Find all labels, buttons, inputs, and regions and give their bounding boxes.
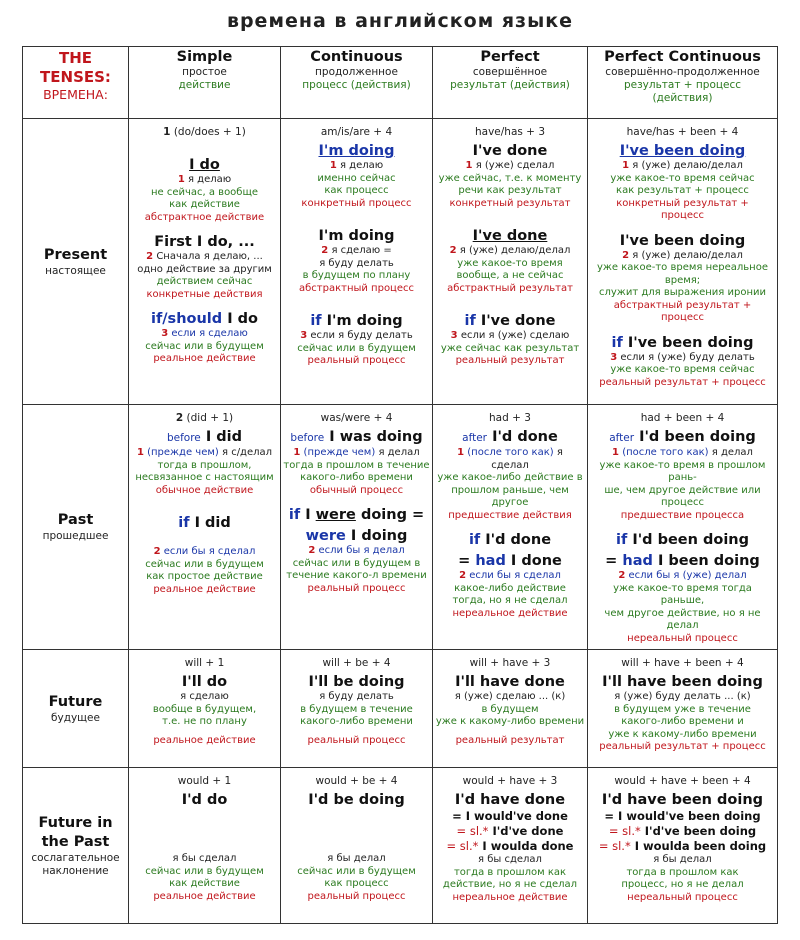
translation: я бы сделал	[478, 854, 542, 865]
tense-form: I'd be doing	[308, 792, 405, 808]
translation: я буду делать	[319, 691, 394, 702]
explanation: как простое действие	[146, 571, 263, 582]
corner-the: THE	[58, 49, 93, 67]
meaning: нереальный процесс	[627, 891, 738, 903]
tense-form: were I doing	[305, 528, 408, 544]
explanation: вообще в будущем,	[152, 703, 257, 715]
translation: сделал	[491, 459, 529, 471]
explanation: как результат + процесс	[616, 185, 749, 196]
row-present	[23, 119, 778, 405]
explanation: как действие	[169, 878, 240, 889]
column-note: действие	[178, 79, 231, 91]
tense-form: if I'd done	[468, 532, 552, 548]
meaning: реальный результат + процесс	[599, 376, 766, 388]
explanation: в будущем уже в течение	[614, 703, 751, 715]
column-note-2: (действия)	[652, 92, 713, 104]
explanation: тогда, но я не сделал	[452, 595, 568, 606]
meaning: абстрактный процесс	[298, 282, 415, 294]
page-title: времена в английском языке	[226, 10, 574, 32]
tenses-table	[22, 46, 778, 924]
explanation: в будущем по плану	[302, 270, 411, 281]
formula: 1 (do/does + 1)	[163, 126, 246, 138]
explanation: процесс, но я не делал	[621, 879, 744, 890]
column-ru: простое	[182, 66, 227, 78]
tense-form: I do	[189, 157, 220, 173]
explanation: уже к какому-либо времени	[435, 716, 585, 727]
translation: 2 если бы я делал	[308, 545, 405, 556]
formula: would + be + 4	[315, 775, 398, 787]
column-note: результат (действия)	[450, 79, 570, 91]
corner-vremena: ВРЕМЕНА:	[43, 87, 108, 102]
meaning: реальное действие	[153, 353, 256, 364]
meaning: реальное действие	[153, 583, 256, 595]
tense-form: I'm doing	[318, 228, 395, 244]
tense-form: I'll have been doing	[602, 674, 763, 690]
tense-form: if/should I do	[150, 311, 259, 327]
explanation: сейчас или в будущем	[297, 342, 416, 354]
tense-form: before I did	[166, 429, 243, 445]
tense-form: I'll be doing	[308, 674, 405, 690]
cell-future-past-perfect-continuous	[588, 768, 778, 924]
translation: 1 (прежде чем) я с/делал	[136, 447, 273, 458]
explanation: т.е. не по плану	[162, 716, 247, 727]
explanation: какого-либо времени	[300, 472, 413, 483]
meaning: конкретный процесс	[301, 197, 412, 209]
meaning: нереальное действие	[452, 891, 568, 903]
meaning: нереальный процесс	[627, 632, 738, 644]
tense-form: if I were doing =	[288, 507, 425, 523]
row-label-past	[23, 405, 129, 650]
tense-form: I've done	[472, 143, 548, 159]
explanation: действием сейчас	[156, 276, 253, 287]
formula: will + be + 4	[322, 657, 391, 669]
explanation: сейчас или в будущем	[145, 865, 264, 877]
corner-tenses: TENSES:	[40, 68, 111, 86]
meaning: процесс	[661, 210, 704, 221]
explanation: уже какое-либо действие в	[437, 472, 583, 483]
tense-form: I'm doing	[318, 143, 395, 159]
meaning: реальное действие	[153, 734, 256, 746]
explanation: сейчас или в будущем в	[292, 557, 421, 569]
cell-present-simple	[129, 119, 281, 405]
explanation: процесс	[661, 497, 704, 508]
row-name: Present	[43, 246, 108, 263]
cell-past-continuous	[281, 405, 433, 650]
tense-form: I'd have been doing	[601, 792, 764, 808]
row-name: Future	[48, 693, 103, 710]
tense-form: if I've done	[464, 313, 556, 329]
explanation: сейчас или в будущем	[297, 865, 416, 877]
row-future-in-the-past	[23, 768, 778, 924]
translation: 1 (после того как) я делал	[612, 447, 753, 458]
translation: 2 если бы я сделал	[459, 570, 561, 581]
explanation: как действие	[169, 199, 240, 210]
formula: would + 1	[177, 775, 232, 787]
short-form: = sl.* I'd've done	[456, 824, 564, 838]
meaning: реальный результат + процесс	[599, 741, 766, 752]
row-label-future-past	[23, 768, 129, 924]
translation: 3 если я буду делать	[300, 330, 413, 341]
cell-future-simple	[129, 650, 281, 768]
translation: я сделаю	[180, 691, 229, 702]
short-form: = I would've done	[452, 809, 568, 823]
translation: 2 я сделаю =	[321, 245, 392, 256]
explanation: как процесс	[324, 185, 389, 196]
translation: 1 (прежде чем) я делал	[293, 447, 420, 458]
meaning: конкретный результат +	[616, 197, 749, 209]
row-name: Future in	[38, 814, 113, 831]
corner-cell	[23, 47, 129, 119]
row-label-future	[23, 650, 129, 768]
explanation: тогда в прошлом,	[157, 459, 252, 471]
tense-form: I've been doing	[619, 143, 746, 159]
cell-future-past-simple	[129, 768, 281, 924]
explanation: уже какое-то время	[457, 257, 563, 269]
explanation: уже какое-то время в прошлом	[599, 459, 766, 471]
cell-past-perfect	[433, 405, 588, 650]
translation: 2 если бы я сделал	[153, 546, 256, 557]
translation: я (уже) буду делать ... (к)	[614, 691, 751, 702]
translation: 2 Сначала я делаю, ...	[146, 251, 263, 262]
formula: have/has + been + 4	[626, 126, 739, 138]
cell-present-perfect	[433, 119, 588, 405]
formula: had + 3	[489, 412, 531, 424]
meaning: нереальное действие	[452, 607, 568, 619]
short-form: = sl.* I woulda done	[446, 839, 574, 853]
meaning: обычное действие	[155, 484, 254, 496]
column-note: процесс (действия)	[302, 79, 411, 91]
translation: 3 если я (уже) сделаю	[450, 330, 570, 341]
translation: 1 (после того как) я	[457, 447, 563, 458]
cell-future-continuous	[281, 650, 433, 768]
translation: 1 я (уже) делаю/делал	[622, 160, 743, 171]
translation: 1 я (уже) сделал	[465, 160, 555, 171]
explanation: какого-либо времени	[300, 716, 413, 727]
row-name: Past	[57, 512, 94, 528]
explanation: вообще, а не сейчас	[456, 270, 564, 281]
explanation: какое-либо действие	[454, 582, 566, 594]
short-form: = sl.* I woulda been doing	[598, 839, 767, 853]
explanation: уже какое-то время тогда раньше,	[613, 582, 752, 606]
explanation: сейчас или в будущем	[145, 558, 264, 570]
tense-form: after I'd done	[462, 429, 558, 445]
meaning: реальный процесс	[307, 582, 406, 594]
row-future	[23, 650, 778, 768]
meaning: абстрактное действие	[144, 211, 265, 223]
meaning: реальный процесс	[307, 734, 406, 746]
cell-past-perfect-continuous	[588, 405, 778, 650]
explanation: тогда в прошлом в течение	[283, 459, 430, 471]
formula: had + been + 4	[640, 412, 725, 424]
tense-form: I'd do	[181, 792, 228, 808]
tense-form: if I've been doing	[611, 334, 754, 351]
translation: 2 я (уже) делаю/делал	[622, 249, 743, 261]
formula: will + have + 3	[469, 657, 551, 669]
explanation: делал	[666, 620, 699, 631]
explanation: прошлом раньше, чем	[451, 484, 569, 496]
meaning: обычный процесс	[309, 484, 404, 496]
column-ru: продолженное	[315, 66, 398, 78]
cell-present-perfect-continuous	[588, 119, 778, 405]
cell-future-perfect-continuous	[588, 650, 778, 768]
explanation: уже какое-то время нереальное время;	[596, 262, 768, 286]
explanation: служит для выражения иронии	[599, 287, 766, 298]
explanation: рань-	[668, 472, 697, 483]
meaning: предшествие процесса	[620, 509, 745, 521]
row-ru: будущее	[51, 711, 100, 724]
header-simple	[129, 47, 281, 119]
translation: 2 если бы я (уже) делал	[618, 570, 747, 581]
column-name: Simple	[176, 49, 233, 65]
tense-form: I've been doing	[619, 232, 746, 249]
tense-form: I'll have done	[455, 674, 565, 690]
row-ru-2: наклонение	[42, 864, 109, 877]
row-ru: настоящее	[45, 264, 106, 277]
row-ru: сослагательное	[31, 851, 120, 864]
formula: would + have + been + 4	[614, 775, 751, 787]
column-ru: совершённо-продолженное	[605, 66, 760, 78]
row-label-present	[23, 119, 129, 405]
explanation: ше, чем другое действие или	[604, 484, 761, 496]
meaning: конкретные действия	[146, 288, 263, 300]
explanation: тогда в прошлом как	[453, 866, 567, 878]
explanation: в будущем в течение	[300, 703, 413, 715]
cell-present-continuous	[281, 119, 433, 405]
header-continuous	[281, 47, 433, 119]
explanation: уже какое-то время сейчас	[610, 172, 755, 184]
cell-future-perfect	[433, 650, 588, 768]
meaning: процесс	[661, 312, 704, 323]
translation: одно действие за другим	[137, 263, 272, 275]
formula: 2 (did + 1)	[175, 412, 234, 424]
column-name: Perfect	[480, 49, 540, 65]
tense-form: before I was doing	[290, 429, 423, 445]
tense-form: if I'd been doing	[615, 532, 750, 548]
tense-form: First I do, ...	[154, 234, 255, 250]
column-name: Perfect Continuous	[604, 49, 761, 65]
formula: would + have + 3	[462, 775, 558, 787]
meaning: реальный результат	[455, 355, 565, 366]
meaning: реальный результат	[455, 734, 565, 746]
explanation: уже сейчас как результат	[440, 342, 580, 354]
explanation: действие, но я не сделал	[442, 879, 578, 890]
formula: have/has + 3	[474, 126, 545, 138]
row-ru: прошедшее	[42, 530, 109, 542]
meaning: предшествие действия	[448, 509, 572, 521]
formula: was/were + 4	[320, 412, 393, 424]
header-row	[23, 47, 778, 119]
translation: 3 если я (уже) буду делать	[610, 351, 755, 363]
header-perfect	[433, 47, 588, 119]
explanation: уже к какому-либо времени	[608, 728, 757, 740]
translation: я бы делал	[327, 853, 386, 864]
meaning: реальное действие	[153, 890, 256, 902]
tense-form: = had I been doing	[605, 553, 760, 569]
cell-future-past-continuous	[281, 768, 433, 924]
explanation: как процесс	[324, 878, 389, 889]
translation: 1 я делаю	[177, 174, 232, 185]
explanation: речи как результат	[458, 185, 562, 196]
tense-form: if I did	[178, 515, 231, 531]
formula: will + have + been + 4	[621, 657, 744, 669]
formula: will + 1	[184, 657, 225, 669]
translation: я буду делать	[319, 257, 394, 269]
translation: я бы сделал	[172, 853, 237, 864]
cell-past-simple	[129, 405, 281, 650]
translation: я (уже) сделаю ... (к)	[454, 691, 566, 702]
tense-form: I've done	[472, 228, 548, 244]
translation: 3 если я сделаю	[161, 328, 248, 339]
cell-future-past-perfect	[433, 768, 588, 924]
explanation: какого-либо времени и	[621, 716, 744, 727]
explanation: уже сейчас, т.е. к моменту	[438, 172, 582, 184]
explanation: не сейчас, а вообще	[150, 186, 259, 198]
row-name-2: the Past	[41, 833, 110, 850]
translation: 1 я делаю	[329, 160, 384, 171]
translation: я бы делал	[653, 854, 712, 865]
tense-form: after I'd been doing	[609, 429, 756, 445]
tense-form: I'll do	[181, 674, 228, 690]
tense-form: I'd have done	[454, 792, 566, 808]
explanation: тогда в прошлом как	[626, 866, 739, 878]
meaning: реальный процесс	[307, 355, 406, 366]
explanation: несвязанное с настоящим	[135, 472, 274, 483]
column-ru: совершённое	[472, 66, 548, 78]
meaning: реальный процесс	[307, 890, 406, 902]
translation: 2 я (уже) делаю/делал	[449, 245, 571, 256]
short-form: = I would've been doing	[604, 809, 761, 823]
explanation: течение какого-л времени	[286, 570, 427, 581]
column-note: результат + процесс	[623, 79, 742, 91]
explanation: сейчас или в будущем	[145, 340, 264, 352]
tense-form: if I'm doing	[310, 313, 403, 329]
meaning: абстрактный результат	[447, 282, 573, 294]
formula: am/is/are + 4	[320, 126, 393, 138]
column-name: Continuous	[310, 49, 403, 65]
meaning: конкретный результат	[449, 197, 571, 209]
row-past	[23, 405, 778, 650]
tense-form: = had I done	[458, 553, 562, 569]
explanation: уже какое-то время сейчас	[610, 364, 755, 375]
explanation: чем другое действие, но я не	[604, 607, 761, 619]
explanation: именно сейчас	[317, 172, 396, 184]
short-form: = sl.* I'd've been doing	[608, 824, 757, 838]
meaning: абстрактный результат +	[613, 299, 752, 311]
explanation: другое	[491, 497, 529, 508]
explanation: в будущем	[481, 703, 539, 715]
header-perfect-continuous	[588, 47, 778, 119]
